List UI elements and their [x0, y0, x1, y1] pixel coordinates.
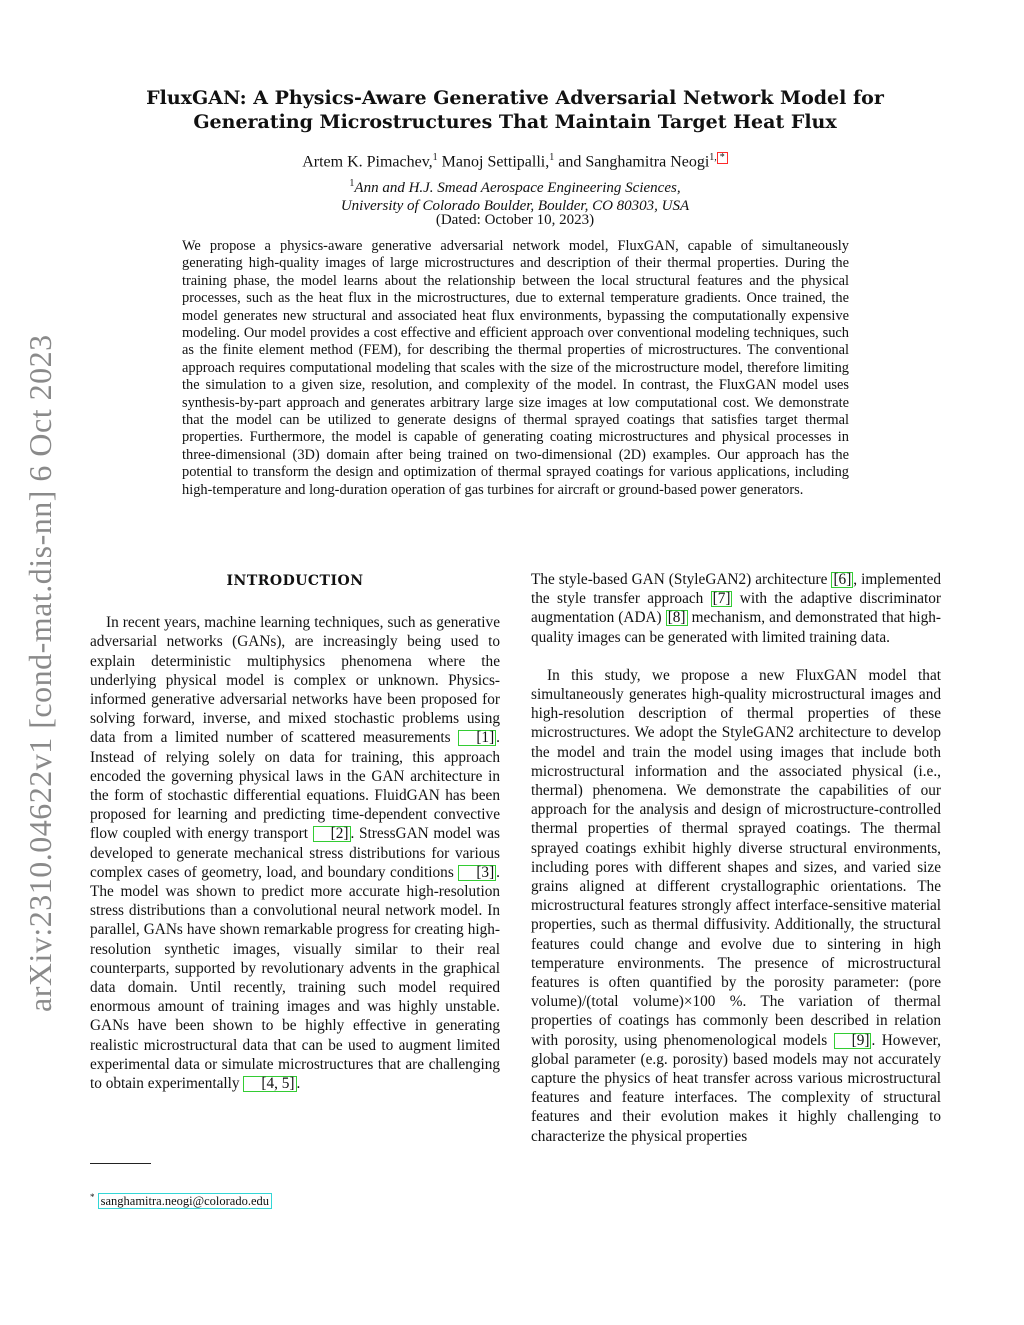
author-list — [90, 152, 940, 171]
affiliation-mark: 1 — [432, 152, 438, 163]
affiliation-line: Ann and H.J. Smead Aerospace Engineering Sciences, — [354, 180, 681, 196]
citation-link[interactable]: [9] — [834, 1033, 872, 1049]
left-column — [90, 570, 500, 1093]
affiliation-mark: 1 — [549, 152, 555, 163]
footnote-mark: * — [90, 1192, 95, 1202]
citation-link[interactable]: [4, 5] — [243, 1076, 296, 1092]
footnote — [90, 1192, 272, 1209]
right-column — [531, 570, 941, 1146]
paragraph: The style-based GAN (StyleGAN2) architecture [6] , implemented the style transfer approach [7] with the adaptive discriminator augmentation (ADA) [8] mechanism, and demonstrated that high-quality images can be generated with limited training data. — [531, 571, 942, 646]
section-heading: INTRODUCTION — [226, 573, 364, 589]
citation-link[interactable]: [8] — [667, 609, 686, 627]
affiliation-mark: 1 — [349, 178, 355, 189]
author-name: Artem K. Pimachev, — [302, 153, 433, 171]
corresponding-author-link[interactable]: * — [717, 152, 728, 164]
abstract: We propose a physics-aware generative adversarial network model, FluxGAN, capable of simultaneously generating high-quality images of large microstructures and description of their thermal properties. During the training phase, the model learns about the relationship between the local structural features and the physical processes, such as the heat flux in the microstructures, due to external temperature gradients. Once trained, the model generates new structural and associated heat flux environments, bypassing the computationally expensive modeling. Our model provides a cost effective and efficient approach over conventional modeling techniques, such as the finite element method (FEM), for describing the thermal properties of microstructures. The conventional approach requires computational modeling that scales with the size of the microstructure model, therefore limiting the simulation to a given size, resolution, and complexity of the model. In contrast, the FluxGAN model uses synthesis-by-part approach and generates arbitrary large size images at low computational cost. We demonstrate that the model can be utilized to generate designs of thermal sprayed coatings that satisfies target thermal properties. Furthermore, the model is capable of generating coating microstructures and physical processes in three-dimensional (3D) domain after being trained on two-dimensional (2D) examples. Our approach has the potential to transform the design and optimization of thermal sprayed coatings for various applications, including high-temperature and long-duration operation of gas turbines for aircraft or ground-based power generators. — [182, 238, 849, 498]
email-link[interactable]: sanghamitra.neogi@colorado.edu — [98, 1193, 272, 1209]
paragraph: In this study, we propose a new FluxGAN model that simultaneously generates high-quality microstructural images and high-resolution description of thermal properties of these microstructures. We adopt the StyleGAN2 architecture to develop the model and train the model using images that include both microstructural information and the associated physical (i.e., thermal) phenomena. We demonstrate the capabilities of our approach for the analysis and design of microstructure-controlled thermal properties of thermal sprayed coatings. The thermal sprayed coatings exhibit highly diverse structural environments, including pores with different shapes and sizes, and varied size grains aligned at different crystallographic orientations. The microstructural features strongly affect interface-sensitive material properties, such as thermal diffusivity. Additionally, the structural features could change and evolve due to sintering in high temperature environments. The presence of microstructural features is often quantified by the porosity parameter: (pore volume)/(total volume)×100 %. The variation of thermal properties of coatings has commonly been described in relation with porosity, using phenomenological models [9] . However, global parameter (e.g. porosity) based models may not accurately capture the physics of heat transfer across various microstructural features and feature interfaces. The complexity of structural features and their evolution makes it highly challenging to characterize the physical properties — [531, 666, 941, 1145]
arxiv-identifier: arXiv:2310.04622v1 [cond-mat.dis-nn] 6 Oct 2023 — [22, 334, 58, 1012]
citation-link[interactable]: [7] — [712, 590, 731, 608]
paragraph: In recent years, machine learning techniques, such as generative adversarial networks (GANs), are increasingly being used to explain deterministic multiphysics phenomena where the underlying physical model is complex or unknown. Physics-informed generative adversarial networks have been proposed for solving forward, inverse, and mixed stochastic problems using data from a limited number of scattered measurements [1] . Instead of relying solely on data for training, this approach encoded the governing physical laws in the GAN architecture in the form of stochastic differential equations. FluidGAN has been proposed for learning and predicting time-dependent convective flow coupled with energy transport [2] . StressGAN model was developed to generate mechanical stress distributions for various complex cases of geometry, load, and boundary conditions [3] . The model was shown to predict more accurate high-resolution stress distributions than a convolutional neural network model. In parallel, GANs have shown remarkable progress for creating high-resolution synthetic images, visually similar to their real counterparts, supported by revolutionary advents in the graphical data domain. Until recently, training such model required enormous amount of training images and was highly unstable. GANs have been shown to be highly effective in generating realistic microstructural data that can be used to augment limited experimental data or simulate microstructures that are challenging to obtain experimentally [4, 5] . — [90, 614, 500, 1093]
footnote-divider — [90, 1163, 151, 1164]
citation-link[interactable]: [6] — [833, 571, 852, 588]
author-name: Manoj Settipalli, — [441, 153, 550, 171]
affiliation-mark: 1, * — [709, 152, 728, 163]
affiliation — [90, 175, 940, 215]
author-name: and Sanghamitra Neogi — [558, 153, 710, 171]
affiliation-line: University of Colorado Boulder, Boulder, CO 80303, USA — [340, 198, 690, 214]
citation-link[interactable]: [2] — [313, 826, 351, 842]
citation-link[interactable]: [3] — [458, 865, 496, 881]
paper-title: FluxGAN: A Physics-Aware Generative Adversarial Network Model for Generating Microstructures That Maintain Target Heat Flux — [146, 87, 884, 133]
citation-link[interactable]: [1] — [458, 730, 496, 746]
date-line: (Dated: October 10, 2023) — [435, 212, 595, 228]
